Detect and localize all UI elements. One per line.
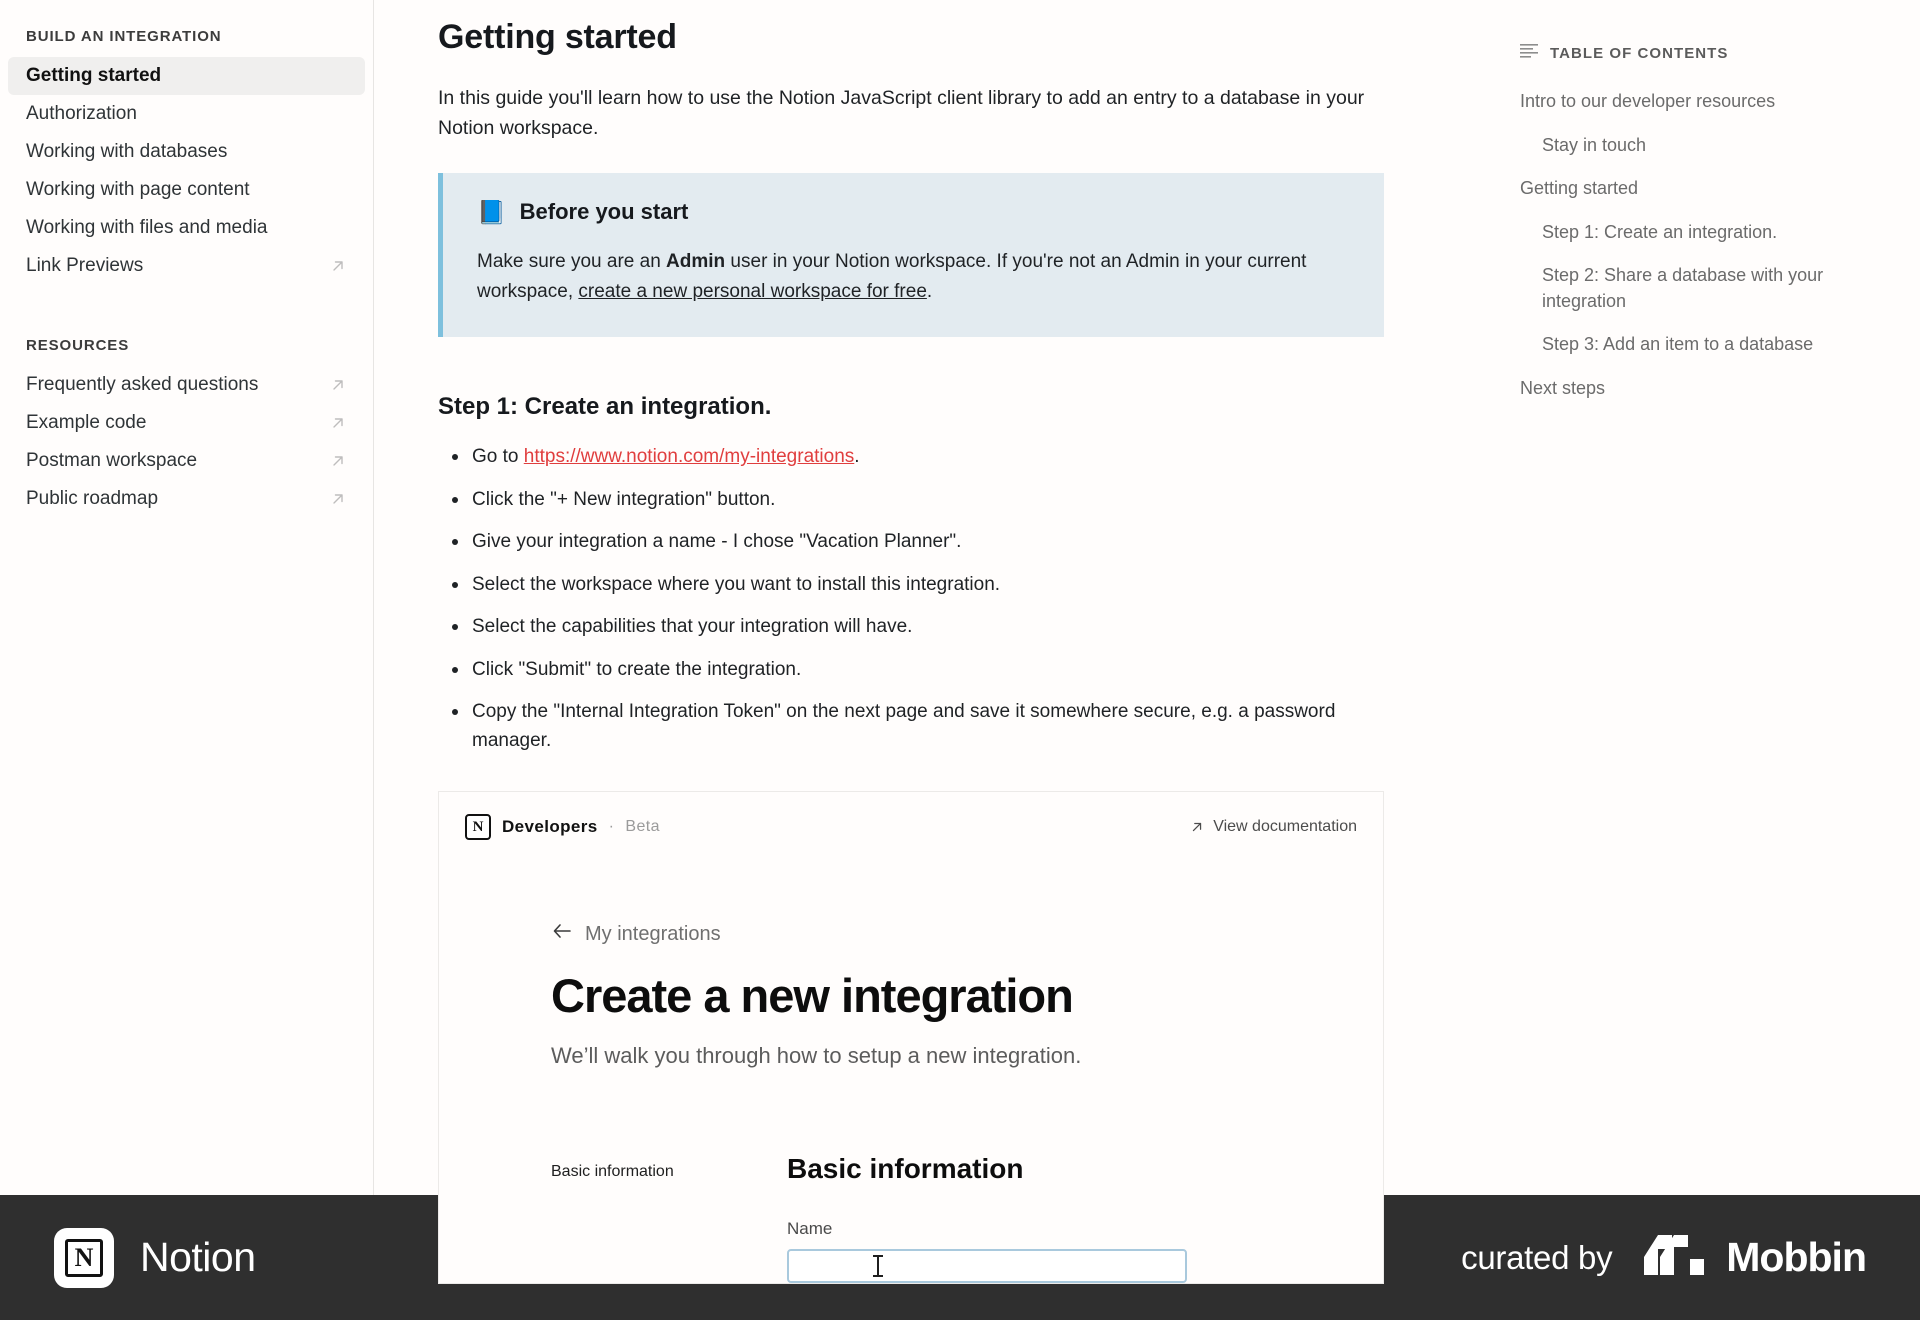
- toc-item-getting-started[interactable]: Getting started: [1520, 178, 1639, 199]
- notion-logo-icon: N: [465, 814, 491, 840]
- external-link-icon: [329, 376, 347, 394]
- list-item: Click "Submit" to create the integration.: [438, 656, 1384, 685]
- external-link-icon: [329, 490, 347, 508]
- list-item: Select the workspace where you want to install this integration.: [438, 571, 1384, 600]
- toc-list: [1520, 89, 1864, 401]
- sidebar-item-label: Working with files and media: [26, 217, 268, 238]
- screenshot-brand-separator: ·: [608, 818, 615, 836]
- callout-text-2: user in your Notion workspace. If you're not an Admin in your current workspace,: [477, 251, 1307, 303]
- basic-information-title: Basic information: [787, 1153, 1024, 1185]
- footer-app-name: Notion: [140, 1234, 256, 1280]
- screenshot-heading: Create a new integration: [551, 969, 1073, 1023]
- toc-item-step-2[interactable]: Step 2: Share a database with your integration: [1542, 265, 1824, 311]
- toc-item-next-steps[interactable]: Next steps: [1520, 377, 1606, 398]
- list-item: Give your integration a name - I chose "Vacation Planner".: [438, 528, 1384, 557]
- step-text: Go to: [472, 446, 524, 468]
- sidebar-item-label: Frequently asked questions: [26, 374, 259, 395]
- footer-app-branding: [54, 1228, 256, 1288]
- list-item: Copy the "Internal Integration Token" on the next page and save it somewhere secure, e.g. a password manager.: [438, 698, 1384, 755]
- my-integrations-link[interactable]: https://www.notion.com/my-integrations: [523, 446, 855, 468]
- toc-header: [1520, 44, 1864, 63]
- sidebar-item-working-with-databases[interactable]: [8, 133, 365, 171]
- screenshot-topbar: [439, 792, 1383, 856]
- external-link-icon: [1189, 819, 1205, 835]
- sidebar-item-label: Public roadmap: [26, 488, 159, 509]
- callout-title: Before you start: [519, 199, 689, 225]
- screenshot-main: [439, 856, 1383, 1283]
- callout-text-1: Make sure you are an: [477, 251, 667, 273]
- step-1-heading: Step 1: Create an integration.: [438, 393, 772, 421]
- sidebar-item-getting-started[interactable]: [8, 57, 365, 95]
- sidebar-section-title-build: BUILD AN INTEGRATION: [26, 28, 222, 45]
- screenshot-brand-beta: Beta: [625, 818, 660, 836]
- screenshot-brand: [465, 814, 660, 840]
- table-of-contents: [1500, 0, 1920, 1195]
- list-item: Select the capabilities that your integration will have.: [438, 613, 1384, 642]
- sidebar-item-public-roadmap[interactable]: [8, 480, 365, 518]
- sidebar-item-label: Postman workspace: [26, 450, 198, 471]
- sidebar-item-postman-workspace[interactable]: [8, 442, 365, 480]
- main-inner: [374, 18, 1384, 1284]
- sidebar-item-label: Working with databases: [26, 141, 228, 162]
- main-content: [374, 0, 1500, 1239]
- sidebar-item-authorization[interactable]: [8, 95, 365, 133]
- back-to-my-integrations[interactable]: [439, 922, 1383, 946]
- screenshot-side-nav: [551, 1153, 787, 1283]
- list-item: Click the "+ New integration" button.: [438, 486, 1384, 515]
- screenshot-form-column: [787, 1153, 1383, 1283]
- arrow-left-icon: [551, 922, 573, 946]
- external-link-icon: [329, 257, 347, 275]
- external-link-icon: [329, 414, 347, 432]
- step-suffix: .: [854, 446, 860, 468]
- step-1-list: [438, 443, 1384, 755]
- sidebar-item-label: Getting started: [26, 65, 162, 86]
- sidebar-item-label: Authorization: [26, 103, 137, 124]
- mobbin-logo-icon: [1644, 1235, 1706, 1280]
- callout-text-3: .: [926, 281, 933, 303]
- notion-logo-letter: N: [65, 1239, 103, 1277]
- page-title: Getting started: [438, 18, 677, 56]
- callout-before-you-start: [438, 173, 1384, 337]
- callout-bold-admin: Admin: [666, 251, 726, 273]
- back-link-label: My integrations: [585, 922, 721, 945]
- sidebar-item-label: Working with page content: [26, 179, 250, 200]
- sidebar-item-label: Example code: [26, 412, 147, 433]
- toc-item-step-3[interactable]: Step 3: Add an item to a database: [1542, 334, 1814, 355]
- sidebar-item-label: Link Previews: [26, 255, 144, 276]
- embedded-screenshot: [438, 791, 1384, 1284]
- toc-label: TABLE OF CONTENTS: [1550, 45, 1729, 62]
- toc-item-intro[interactable]: Intro to our developer resources: [1520, 91, 1776, 111]
- sidebar-item-link-previews[interactable]: [8, 247, 365, 285]
- view-documentation-label: View documentation: [1213, 818, 1357, 836]
- mobbin-name: Mobbin: [1726, 1234, 1866, 1280]
- list-lines-icon: [1520, 44, 1538, 63]
- intro-paragraph: In this guide you'll learn how to use the Notion JavaScript client library to add an entry to a database in your Notion workspace.: [438, 87, 1365, 140]
- curated-by-label: curated by: [1461, 1238, 1613, 1276]
- view-documentation-link[interactable]: [1189, 818, 1357, 836]
- text-cursor-icon: [877, 1255, 879, 1277]
- footer-curation: [1461, 1234, 1866, 1281]
- notion-logo-icon: [54, 1228, 114, 1288]
- callout-body: [477, 247, 1350, 307]
- sidebar-item-frequently-asked-questions[interactable]: [8, 366, 365, 404]
- screenshot-columns: [439, 1153, 1383, 1283]
- sidebar-section-title-resources: RESOURCES: [26, 337, 130, 354]
- toc-item-stay-in-touch[interactable]: Stay in touch: [1542, 134, 1647, 155]
- toc-item-step-1[interactable]: Step 1: Create an integration.: [1542, 221, 1778, 242]
- side-nav-item-basic-information[interactable]: Basic information: [551, 1163, 674, 1181]
- sidebar: [0, 0, 374, 1195]
- sidebar-item-working-with-page-content[interactable]: [8, 171, 365, 209]
- sidebar-item-example-code[interactable]: [8, 404, 365, 442]
- callout-header: [477, 199, 1350, 225]
- create-workspace-link[interactable]: create a new personal workspace for free: [578, 281, 927, 303]
- list-item: [438, 443, 1384, 472]
- blue-book-icon: 📘: [477, 198, 506, 225]
- sidebar-item-working-with-files-and-media[interactable]: [8, 209, 365, 247]
- screenshot-brand-name: Developers: [502, 817, 598, 837]
- name-field-label: Name: [787, 1219, 833, 1239]
- screenshot-subheading: We’ll walk you through how to setup a new integration.: [551, 1043, 1082, 1069]
- mobbin-branding: [1644, 1234, 1866, 1281]
- name-input[interactable]: [787, 1249, 1187, 1283]
- external-link-icon: [329, 452, 347, 470]
